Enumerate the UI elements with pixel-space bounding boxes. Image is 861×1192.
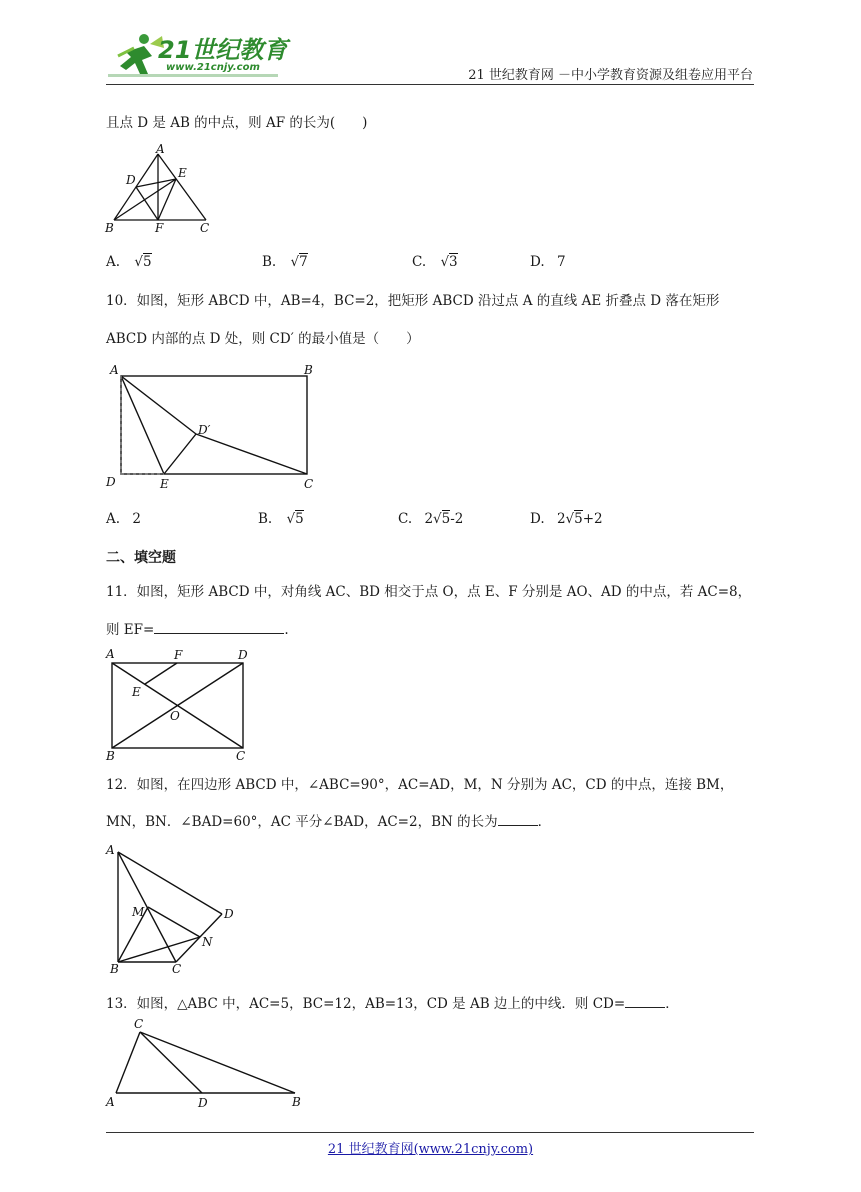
q13-label-a: A [106, 1095, 115, 1109]
q9-label-d: D [126, 173, 136, 187]
q9-option-c[interactable]: C. √3 [412, 254, 458, 270]
q9-label-a: A [156, 144, 165, 156]
q9-label-c: C [200, 221, 210, 234]
logo-text: 21世纪教育 [158, 36, 288, 64]
q12-line1: 12．如图，在四边形 ABCD 中，∠ABC=90°，AC=AD，M，N 分别为 AC，CD 的中点，连接 BM， [106, 777, 734, 793]
q12-label-a: A [106, 843, 115, 857]
q11-label-c: C [236, 749, 246, 763]
q11-line1: 11．如图，矩形 ABCD 中，对角线 AC、BD 相交于点 O，点 E、F 分别是 AO、AD 的中点，若 AC=8， [106, 584, 752, 600]
logo-url: www.21cnjy.com [166, 62, 260, 73]
q13-label-c: C [134, 1017, 144, 1031]
q12-label-m: M [132, 905, 145, 919]
q13-figure [104, 1016, 310, 1112]
answer-blank[interactable] [154, 620, 284, 634]
sqrt-icon: √ [433, 511, 442, 527]
q10-label-e: E [160, 477, 169, 491]
q11-figure [104, 646, 260, 766]
q11-label-d: D [238, 648, 248, 662]
sqrt-icon: √ [565, 511, 575, 527]
q12-label-d: D [224, 907, 234, 921]
q10-figure [104, 362, 324, 494]
q13-label-d: D [198, 1096, 208, 1110]
q10-label-c: C [304, 477, 314, 491]
q9-stem: 且点 D 是 AB 的中点，则 AF 的长为( ) [106, 115, 368, 131]
q10-label-dp: D′ [198, 423, 211, 437]
q11-label-a: A [106, 647, 115, 661]
q12-label-b: B [110, 962, 119, 976]
q11-line2: 则 EF= . [106, 622, 289, 638]
q12-label-c: C [172, 962, 182, 976]
q9-figure [104, 144, 214, 234]
header-divider [106, 84, 754, 85]
footer-divider [106, 1132, 754, 1133]
q10-label-b: B [304, 363, 313, 377]
q10-label-d: D [106, 475, 116, 489]
section-title: 二、填空题 [106, 550, 176, 566]
sqrt-icon: √ [134, 254, 143, 270]
q12-figure [104, 842, 240, 976]
q10-line1: 10．如图，矩形 ABCD 中，AB=4，BC=2，把矩形 ABCD 沿过点 A 的直线 AE 折叠点 D 落在矩形 [106, 293, 720, 309]
q12-line2: MN，BN．∠BAD=60°，AC 平分∠BAD，AC=2，BN 的长为 ． [106, 814, 552, 830]
sqrt-icon: √ [286, 511, 296, 527]
q10-line2: ABCD 内部的点 D 处，则 CD′ 的最小值是（ ） [106, 331, 420, 347]
q10-option-d[interactable]: D. 2√5+2 [530, 511, 603, 527]
answer-blank[interactable] [625, 994, 665, 1008]
q11-label-f: F [174, 648, 183, 662]
answer-blank[interactable] [498, 812, 538, 826]
q11-label-e: E [132, 685, 141, 699]
q11-label-b: B [106, 749, 115, 763]
sqrt-icon: √ [290, 254, 300, 270]
sqrt-icon: √ [440, 254, 450, 270]
footer [0, 1138, 861, 1157]
q9-label-b: B [105, 221, 114, 234]
q10-option-b[interactable]: B. √5 [258, 511, 304, 527]
q10-option-c[interactable]: C. 2√5-2 [398, 511, 464, 527]
q9-option-b[interactable]: B. √7 [262, 254, 308, 270]
q9-label-f: F [155, 221, 164, 234]
q10-option-a[interactable]: A. 2 [106, 511, 141, 527]
q9-option-d[interactable]: D. 7 [530, 254, 566, 270]
q11-label-o: O [170, 709, 180, 723]
q12-label-n: N [202, 935, 213, 949]
q13-label-b: B [292, 1095, 301, 1109]
q9-label-e: E [178, 166, 187, 180]
q13-line1: 13．如图，△ABC 中，AC=5，BC=12，AB=13，CD 是 AB 边上的中线．则 CD= ． [106, 996, 679, 1012]
q9-option-a[interactable]: A. √5 [106, 254, 152, 270]
site-name: 21 世纪教育网 －中小学教育资源及组卷应用平台 [468, 68, 753, 83]
footer-link[interactable]: 21 世纪教育网(www.21cnjy.com) [327, 1142, 534, 1157]
q10-label-a: A [110, 363, 119, 377]
